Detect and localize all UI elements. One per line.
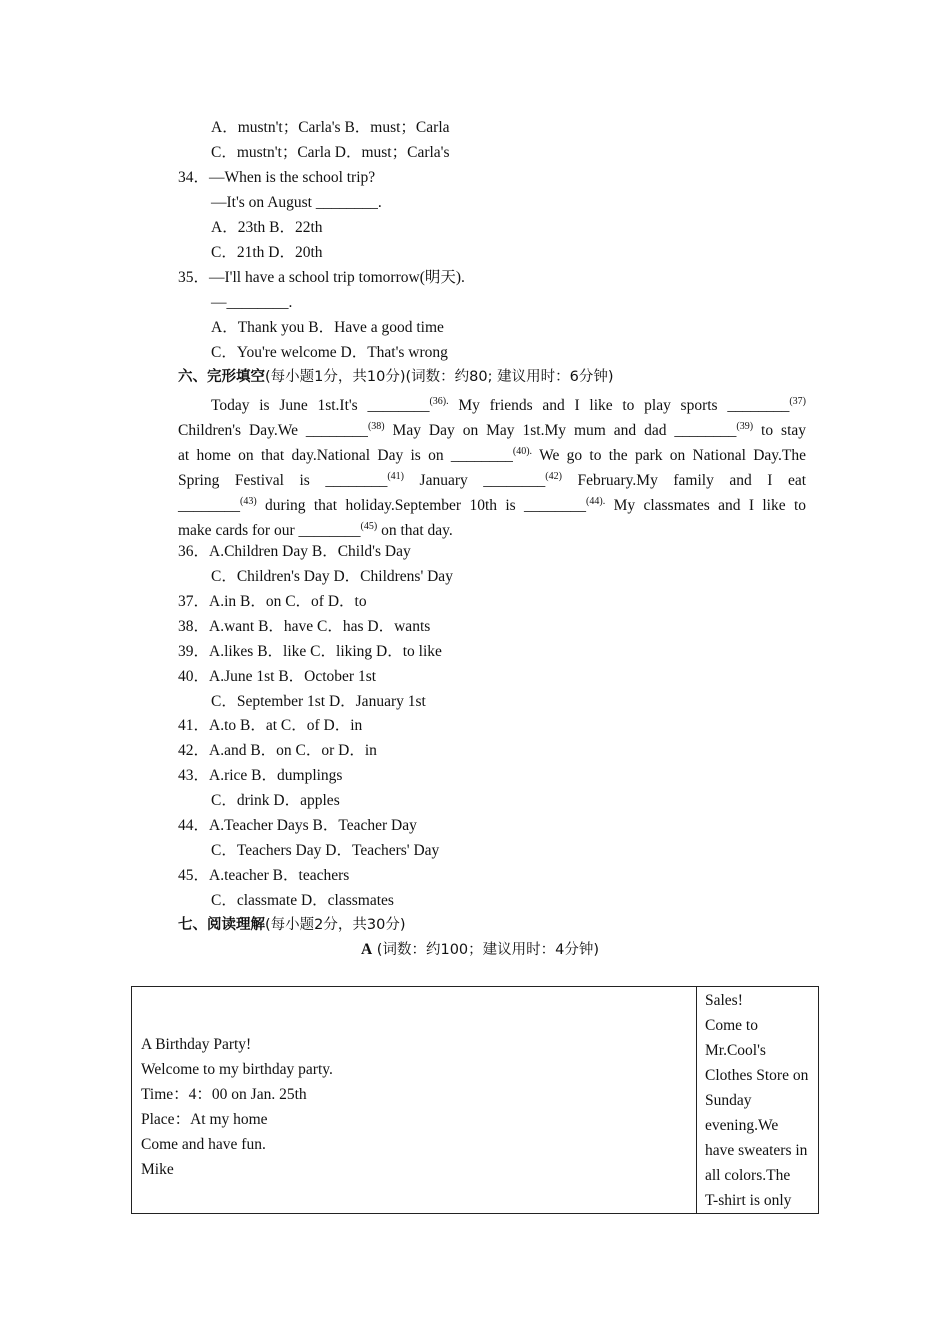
party-title: A Birthday Party! xyxy=(141,1035,252,1053)
q36-options-cd: C．Children's Day D．Childrens' Day xyxy=(211,568,453,585)
passage-text: January ________ xyxy=(404,472,546,489)
passage-text: We go to the park on National Day.The xyxy=(532,447,806,464)
q43-options-cd: C．drink D．apples xyxy=(211,792,340,809)
blank-41-marker: (41) xyxy=(387,471,405,482)
sales-line: have sweaters in xyxy=(705,1142,808,1159)
q35-options-cd: C．You're welcome D．That's wrong xyxy=(211,344,448,361)
q34-answer-line: —It's on August ________. xyxy=(211,194,382,211)
passage-line-6 xyxy=(178,517,806,541)
q43-stem: 43．A.rice B．dumplings xyxy=(178,767,343,784)
passage-line-1 xyxy=(211,392,806,416)
q36-stem: 36．A.Children Day B．Child's Day xyxy=(178,543,411,560)
section-7-title: 七、阅读理解 xyxy=(178,917,265,933)
sales-line: Come to xyxy=(705,1017,758,1034)
passage-text: ________ xyxy=(178,497,240,514)
passage-text: make cards for our ________ xyxy=(178,522,361,539)
blank-42-marker: (42) xyxy=(545,471,562,482)
sales-line: T-shirt is only xyxy=(705,1192,792,1209)
sales-line: Mr.Cool's xyxy=(705,1042,766,1059)
q37-stem: 37．A.in B．on C．of D．to xyxy=(178,593,367,610)
q34-options-cd: C．21th D．20th xyxy=(211,244,323,261)
passage-line-2 xyxy=(178,417,806,441)
party-host: Mike xyxy=(141,1160,174,1178)
section-6-heading xyxy=(178,367,613,387)
q34-options-ab: A．23th B．22th xyxy=(211,219,323,236)
sales-line: Sunday xyxy=(705,1092,752,1109)
passage-text: February.My family and I eat xyxy=(561,472,807,489)
birthday-party-notice xyxy=(132,987,697,1214)
q45-options-cd: C．classmate D．classmates xyxy=(211,892,394,909)
passage-line-4 xyxy=(178,467,806,491)
q40-options-cd: C．September 1st D．January 1st xyxy=(211,693,426,710)
blank-37-marker: (37) xyxy=(789,396,806,407)
sales-line: Clothes Store on xyxy=(705,1067,809,1084)
blank-44-marker: (44). xyxy=(586,496,606,507)
section-6-note: (每小题1分，共10分)(词数：约80; 建议用时：6分钟) xyxy=(265,369,614,385)
part-a-heading xyxy=(361,940,599,960)
section-7-heading xyxy=(178,915,406,935)
party-place: Place：At my home xyxy=(141,1110,268,1128)
blank-45-marker: (45) xyxy=(360,521,378,532)
blank-39-marker: (39) xyxy=(736,421,754,432)
q39-stem: 39．A.likes B．like C．liking D．to like xyxy=(178,643,442,660)
passage-text: Spring Festival is ________ xyxy=(178,472,388,489)
reading-ads-table xyxy=(131,986,819,1214)
sales-line: Sales! xyxy=(705,992,743,1009)
q35-answer-line: —________. xyxy=(211,294,293,311)
q35-stem: 35．—I'll have a school trip tomorrow(明天). xyxy=(178,269,465,286)
passage-text: Today is June 1st.It's ________ xyxy=(211,397,430,414)
q40-stem: 40．A.June 1st B．October 1st xyxy=(178,668,377,685)
q34-stem: 34．—When is the school trip? xyxy=(178,169,376,186)
party-invite: Come and have fun. xyxy=(141,1135,266,1153)
part-a-label: A xyxy=(361,941,373,958)
passage-text: to stay xyxy=(753,422,807,439)
passage-text: May Day on May 1st.My mum and dad ________ xyxy=(384,422,737,439)
passage-text: My friends and I like to play sports ________ xyxy=(448,397,790,414)
part-a-note: (词数：约100；建议用时：4分钟) xyxy=(372,942,600,958)
blank-40-marker: (40). xyxy=(512,446,533,457)
section-6-title: 六、完形填空 xyxy=(178,369,265,385)
q42-stem: 42．A.and B．on C．or D．in xyxy=(178,742,377,759)
passage-text: at home on that day.National Day is on ________ xyxy=(178,447,513,464)
section-7-note: (每小题2分，共30分) xyxy=(265,917,406,933)
sales-notice xyxy=(697,987,819,1214)
passage-text: Children's Day.We ________ xyxy=(178,422,368,439)
sales-line: evening.We xyxy=(705,1117,779,1134)
q38-stem: 38．A.want B．have C．has D．wants xyxy=(178,618,431,635)
passage-text: on that day. xyxy=(377,522,453,539)
party-time: Time：4：00 on Jan. 25th xyxy=(141,1085,307,1103)
q33-options-cd: C．mustn't；Carla D．must；Carla's xyxy=(211,144,450,161)
blank-36-marker: (36). xyxy=(429,396,449,407)
q44-options-cd: C．Teachers Day D．Teachers' Day xyxy=(211,842,440,859)
q33-options-ab: A．mustn't；Carla's B．must；Carla xyxy=(211,119,450,136)
passage-text: My classmates and I like to xyxy=(605,497,806,514)
q41-stem: 41．A.to B．at C．of D．in xyxy=(178,717,363,734)
q35-options-ab: A．Thank you B．Have a good time xyxy=(211,319,444,336)
q45-stem: 45．A.teacher B．teachers xyxy=(178,867,350,884)
q44-stem: 44．A.Teacher Days B．Teacher Day xyxy=(178,817,417,834)
blank-38-marker: (38) xyxy=(367,421,385,432)
blank-43-marker: (43) xyxy=(240,496,257,507)
sales-line: all colors.The xyxy=(705,1167,791,1184)
passage-line-5 xyxy=(178,492,806,516)
party-welcome: Welcome to my birthday party. xyxy=(141,1060,333,1078)
passage-text: during that holiday.September 10th is ________ xyxy=(256,497,587,514)
passage-line-3 xyxy=(178,442,806,466)
